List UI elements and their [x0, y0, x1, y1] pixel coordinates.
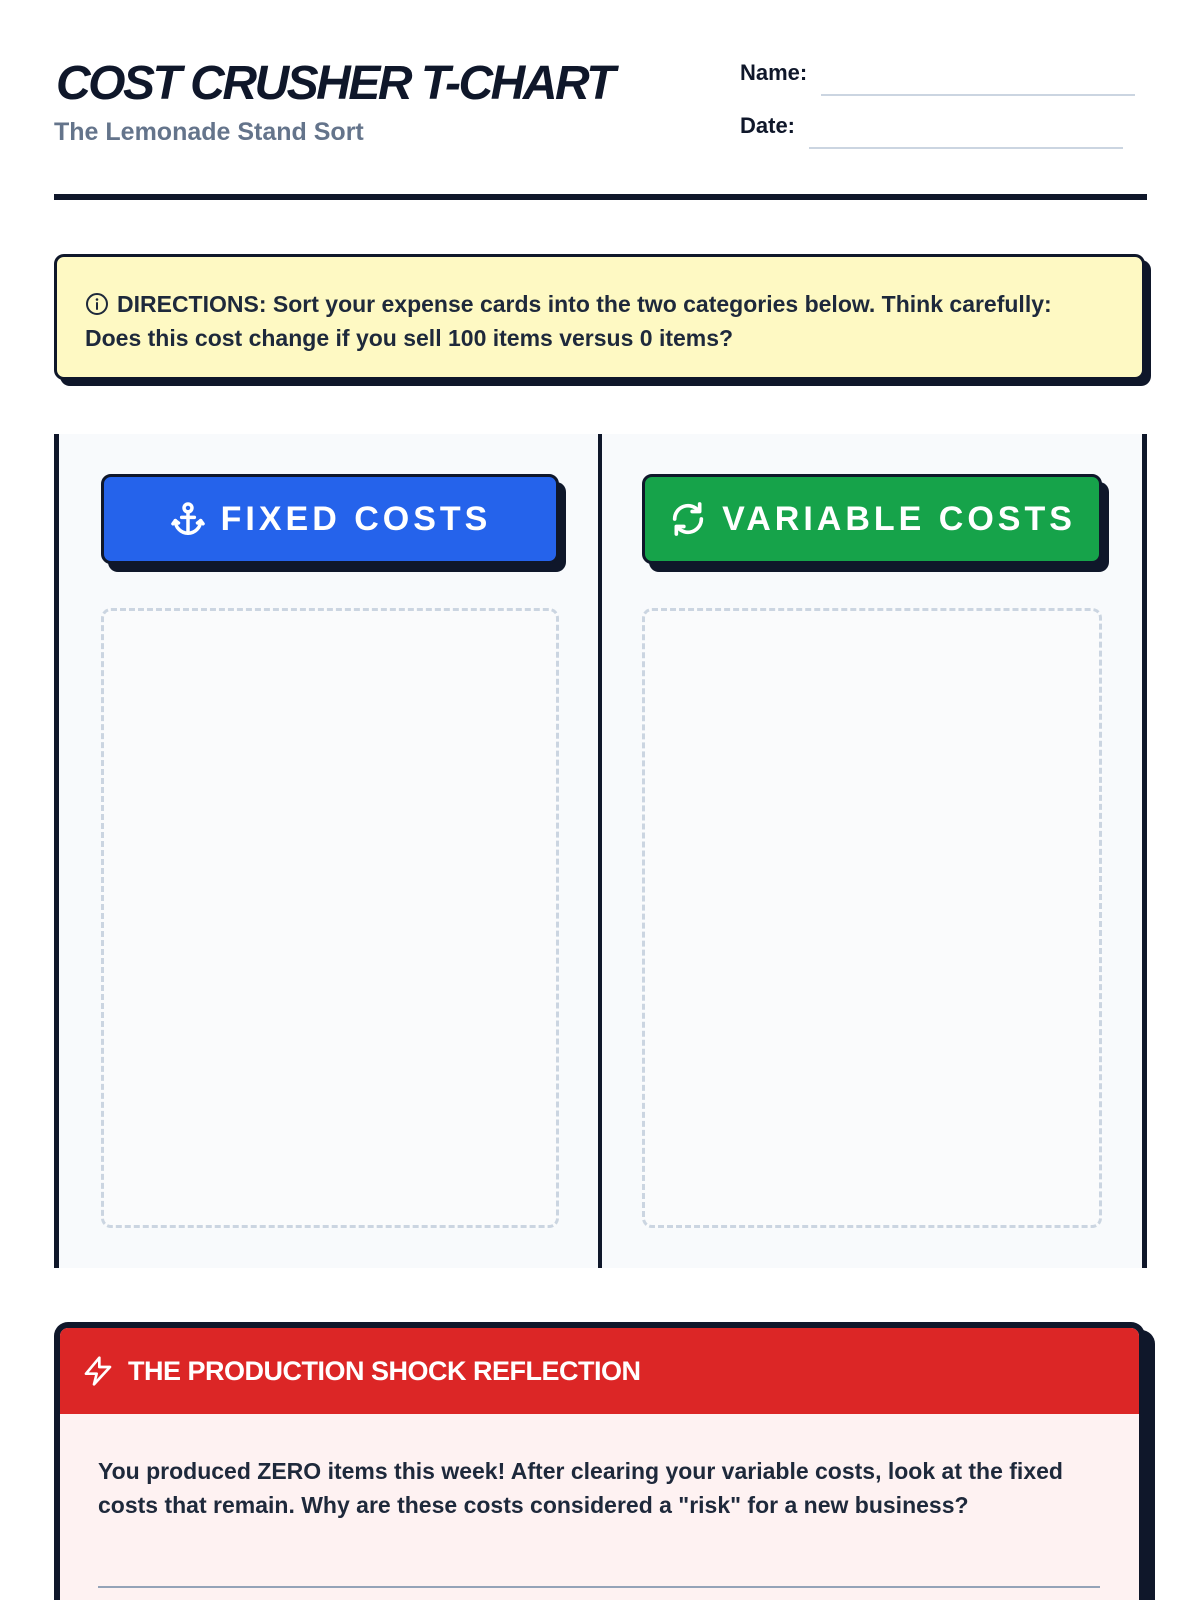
fixed-costs-label: FIXED COSTS [220, 499, 492, 538]
directions-box [54, 254, 1145, 380]
name-label: Name: [740, 60, 808, 85]
name-field[interactable] [740, 60, 1135, 86]
answer-line[interactable] [98, 1586, 1100, 1588]
variable-costs-label: VARIABLE COSTS [722, 499, 1076, 538]
t-chart [54, 434, 1147, 1268]
reflection-box [54, 1322, 1145, 1600]
date-label: Date: [740, 113, 796, 138]
variable-costs-dropzone[interactable] [642, 608, 1102, 1228]
worksheet-header [54, 0, 1147, 200]
reflection-body [60, 1414, 1139, 1588]
fixed-costs-header [101, 474, 559, 564]
lightning-icon [82, 1355, 114, 1387]
date-line[interactable] [809, 147, 1123, 149]
worksheet-title: COST CRUSHER T-CHART [56, 57, 614, 110]
fixed-costs-dropzone[interactable] [101, 608, 559, 1228]
reflection-header [60, 1328, 1139, 1414]
variable-costs-header [642, 474, 1102, 564]
refresh-icon [668, 499, 708, 539]
anchor-icon [169, 500, 207, 538]
reflection-prompt: You produced ZERO items this week! After clearing your variable costs, look at the fixed costs that remain. Why are these costs considered a "risk" for a new business? [98, 1458, 1063, 1518]
date-field[interactable] [740, 113, 1123, 139]
directions-text: DIRECTIONS: Sort your expense cards into the two categories below. Think carefully: Does this cost change if you sell 100 items versus 0 items? [85, 291, 1052, 351]
name-line[interactable] [821, 94, 1135, 96]
reflection-title: THE PRODUCTION SHOCK REFLECTION [128, 1355, 641, 1386]
t-chart-divider [598, 434, 602, 1268]
header-divider [54, 194, 1147, 200]
info-icon [85, 292, 109, 316]
worksheet-subtitle: The Lemonade Stand Sort [54, 118, 364, 146]
